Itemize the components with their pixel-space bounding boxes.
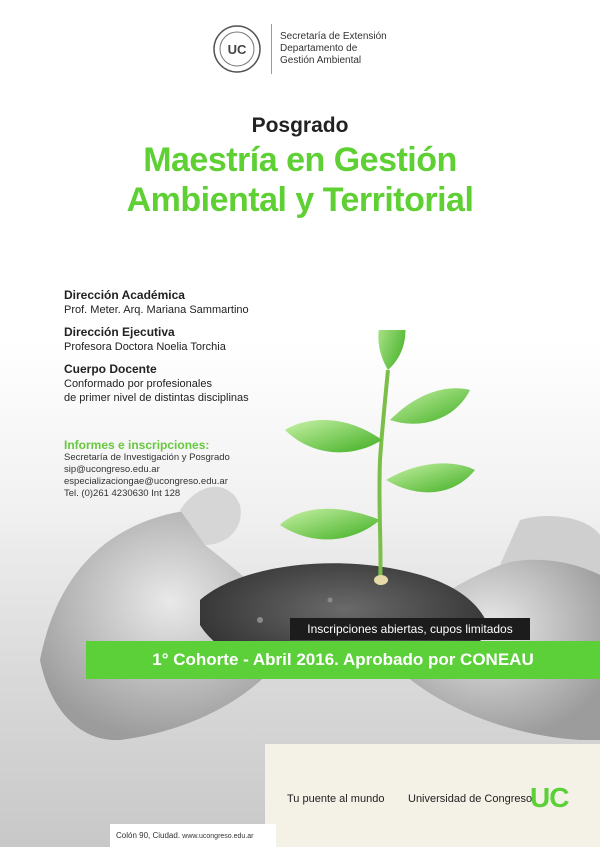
leaf-top <box>378 330 405 370</box>
contact-office: Secretaría de Investigación y Posgrado <box>64 452 230 463</box>
header-line-1: Secretaría de Extensión <box>280 31 387 42</box>
program-info <box>64 288 304 413</box>
header-text <box>280 31 387 67</box>
contact-block <box>64 438 230 500</box>
seedling-stem <box>379 370 388 585</box>
leaf-right-upper <box>390 388 470 423</box>
contact-email-gae[interactable]: especializaciongae@ucongreso.edu.ar <box>64 476 228 487</box>
direccion-ejecutiva-value: Profesora Doctora Noelia Torchia <box>64 341 226 353</box>
contact-heading: Informes e inscripciones: <box>64 438 210 452</box>
footer-uc-logo: UC <box>530 782 569 813</box>
cuerpo-docente-label: Cuerpo Docente <box>64 362 157 376</box>
header-divider <box>271 24 272 74</box>
seal-text: UC <box>227 42 247 57</box>
cuerpo-docente <box>64 362 304 405</box>
direccion-ejecutiva <box>64 325 304 354</box>
header <box>213 24 387 74</box>
title-line-2: Ambiental y Territorial <box>126 181 474 219</box>
direccion-academica-value: Prof. Meter. Arq. Mariana Sammartino <box>64 304 249 316</box>
footer-university-name: Universidad de Congreso <box>408 793 533 805</box>
seed <box>374 575 388 585</box>
leaf-left-upper <box>285 420 382 452</box>
cuerpo-docente-line-1: Conformado por profesionales <box>64 378 212 390</box>
footer-address <box>110 824 276 847</box>
contact-email-sip[interactable]: sip@ucongreso.edu.ar <box>64 464 160 475</box>
contact-phone: Tel. (0)261 4230630 Int 128 <box>64 488 181 499</box>
address-text: Colón 90, Ciudad. <box>116 831 181 840</box>
header-line-2: Departamento de <box>280 43 358 54</box>
program-title <box>0 140 600 220</box>
footer-slogan: Tu puente al mundo <box>287 793 385 805</box>
direccion-ejecutiva-label: Dirección Ejecutiva <box>64 325 175 339</box>
direccion-academica-label: Dirección Académica <box>64 288 185 302</box>
leaf-right-lower <box>386 463 475 492</box>
direccion-academica <box>64 288 304 317</box>
program-kicker: Posgrado <box>251 114 349 137</box>
enrollment-banner: Inscripciones abiertas, cupos limitados <box>290 618 530 640</box>
university-seal-icon <box>213 25 261 73</box>
website-link[interactable]: www.ucongreso.edu.ar <box>182 833 254 840</box>
title-line-1: Maestría en Gestión <box>143 141 457 179</box>
leaf-left-lower <box>280 509 380 540</box>
cohort-banner: 1° Cohorte - Abril 2016. Aprobado por CONEAU <box>86 641 600 679</box>
header-line-3: Gestión Ambiental <box>280 55 362 66</box>
cuerpo-docente-line-2: de primer nivel de distintas disciplinas <box>64 392 249 404</box>
